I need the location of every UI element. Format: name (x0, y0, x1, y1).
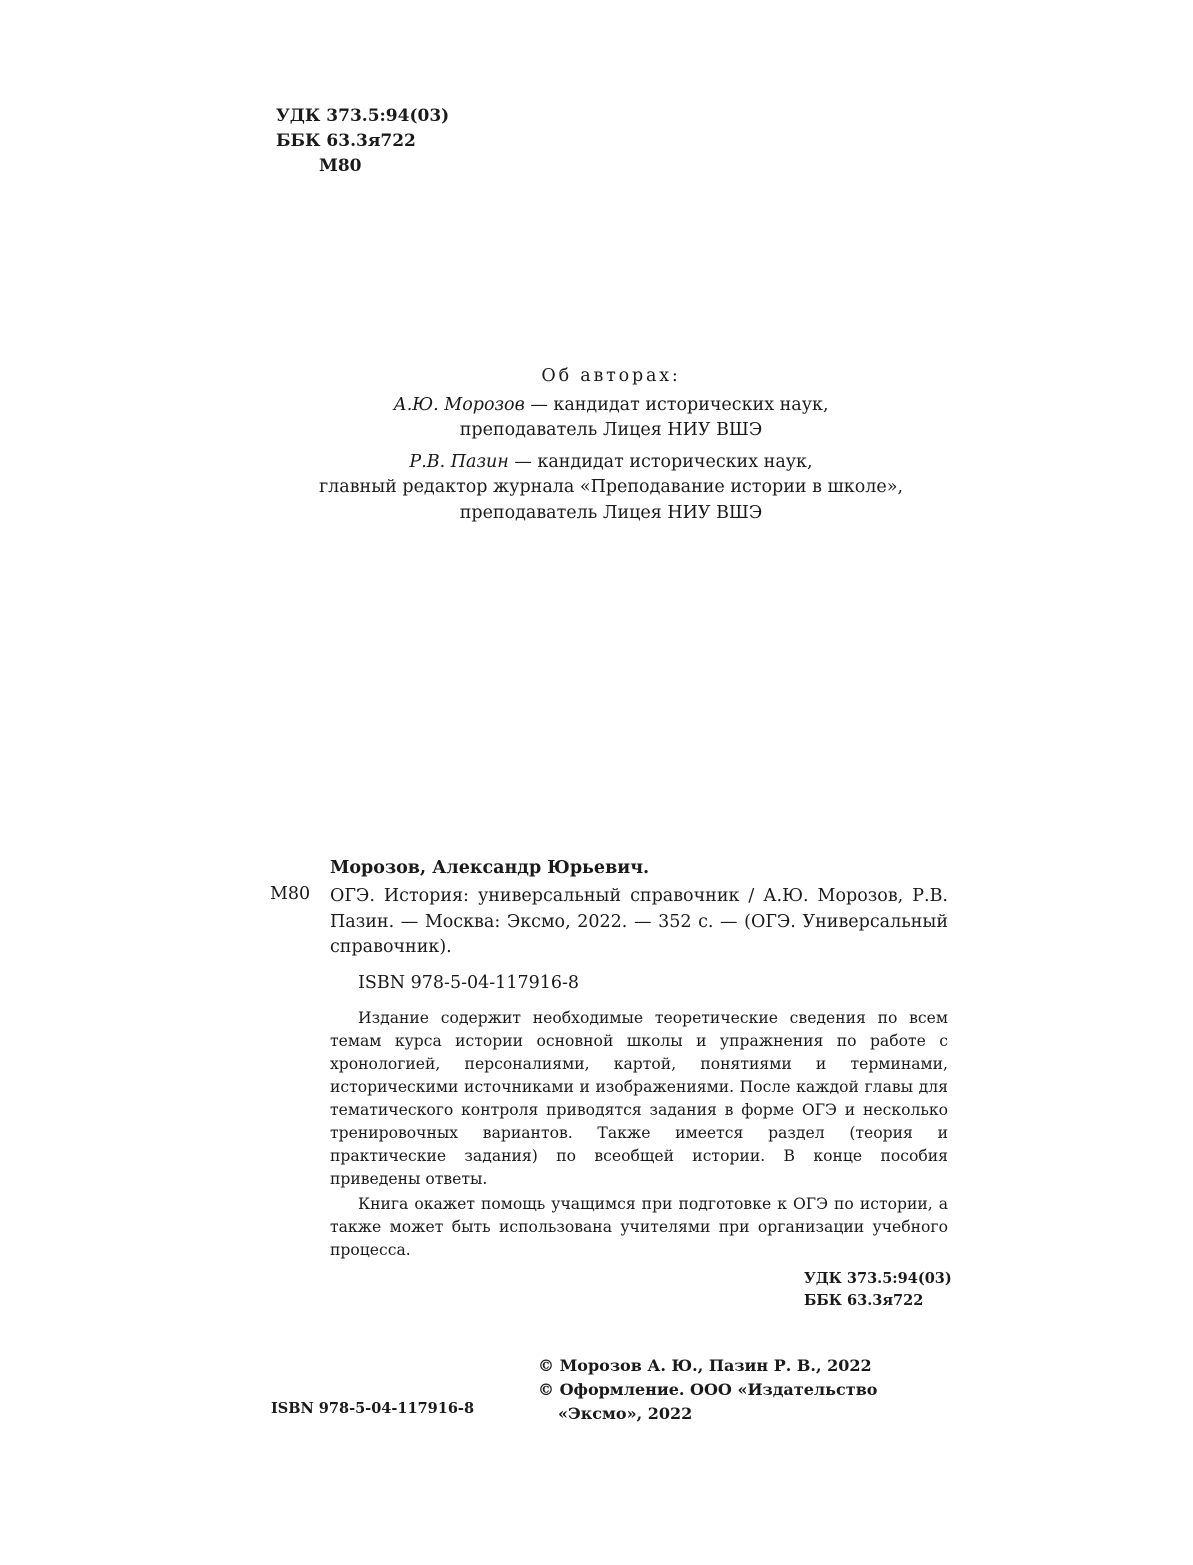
bottom-classification-codes (804, 1268, 952, 1312)
author1-line1 (200, 393, 1022, 419)
bib-author-heading: Морозов, Александр Юрьевич. (330, 858, 650, 878)
author2-name: Р.В. Пазин (409, 451, 509, 472)
top-bbk: ББК 63.3я722 (276, 131, 416, 151)
top-author-mark: М80 (319, 156, 362, 176)
annotation-paragraph-1: Издание содержит необходимые теоретические сведения по всем темам курса истории основной школы и упражнения по работе с хронологией, персоналиями, картой, понятиями и терминами, историческими источниками и изображениями. После каждой главы для тематического контроля приводятся задания в форме ОГЭ и несколько тренировочных вариантов. Также имеется раздел (теория и практические задания) по всеобщей истории. В конце пособия приведены ответы. (330, 1009, 948, 1188)
isbn-bottom: ISBN 978-5-04-117916-8 (271, 1400, 475, 1417)
author2-title: — кандидат исторических наук, (508, 451, 813, 472)
author1-title: — кандидат исторических наук, (524, 394, 829, 415)
top-udk: УДК 373.5:94(03) (276, 106, 450, 126)
bib-author-mark: М80 (270, 884, 311, 904)
authors-heading: Об авторах: (541, 366, 681, 386)
bottom-bbk: ББК 63.3я722 (804, 1292, 924, 1309)
about-authors (200, 364, 1022, 526)
bib-isbn: ISBN 978-5-04-117916-8 (358, 973, 580, 993)
author2-line1 (200, 450, 1022, 476)
author2-line3: преподаватель Лицея НИУ ВШЭ (459, 502, 763, 523)
author2-line2: главный редактор журнала «Преподавание истории в школе», (318, 477, 904, 497)
copyright-authors: © Морозов А. Ю., Пазин Р. В., 2022 (538, 1356, 872, 1375)
bib-description: ОГЭ. История: универсальный справочник / А.Ю. Морозов, Р.В. Пазин. — Москва: Эксмо, 2022. — 352 с. — (ОГЭ. Универсальный справочник). (330, 886, 948, 957)
annotation-paragraph-2: Книга окажет помощь учащимся при подготовке к ОГЭ по истории, а также может быть использована учителями при организации учебного процесса. (330, 1195, 948, 1259)
author1-line2: преподаватель Лицея НИУ ВШЭ (459, 420, 763, 440)
copyright-block (538, 1354, 950, 1426)
bottom-udk: УДК 373.5:94(03) (804, 1270, 952, 1287)
top-classification-codes (276, 104, 449, 179)
annotation (330, 1007, 948, 1262)
author1-name: А.Ю. Морозов (393, 394, 525, 415)
copyright-design: © Оформление. ООО «Издательство «Эксмо», 2022 (538, 1380, 878, 1423)
